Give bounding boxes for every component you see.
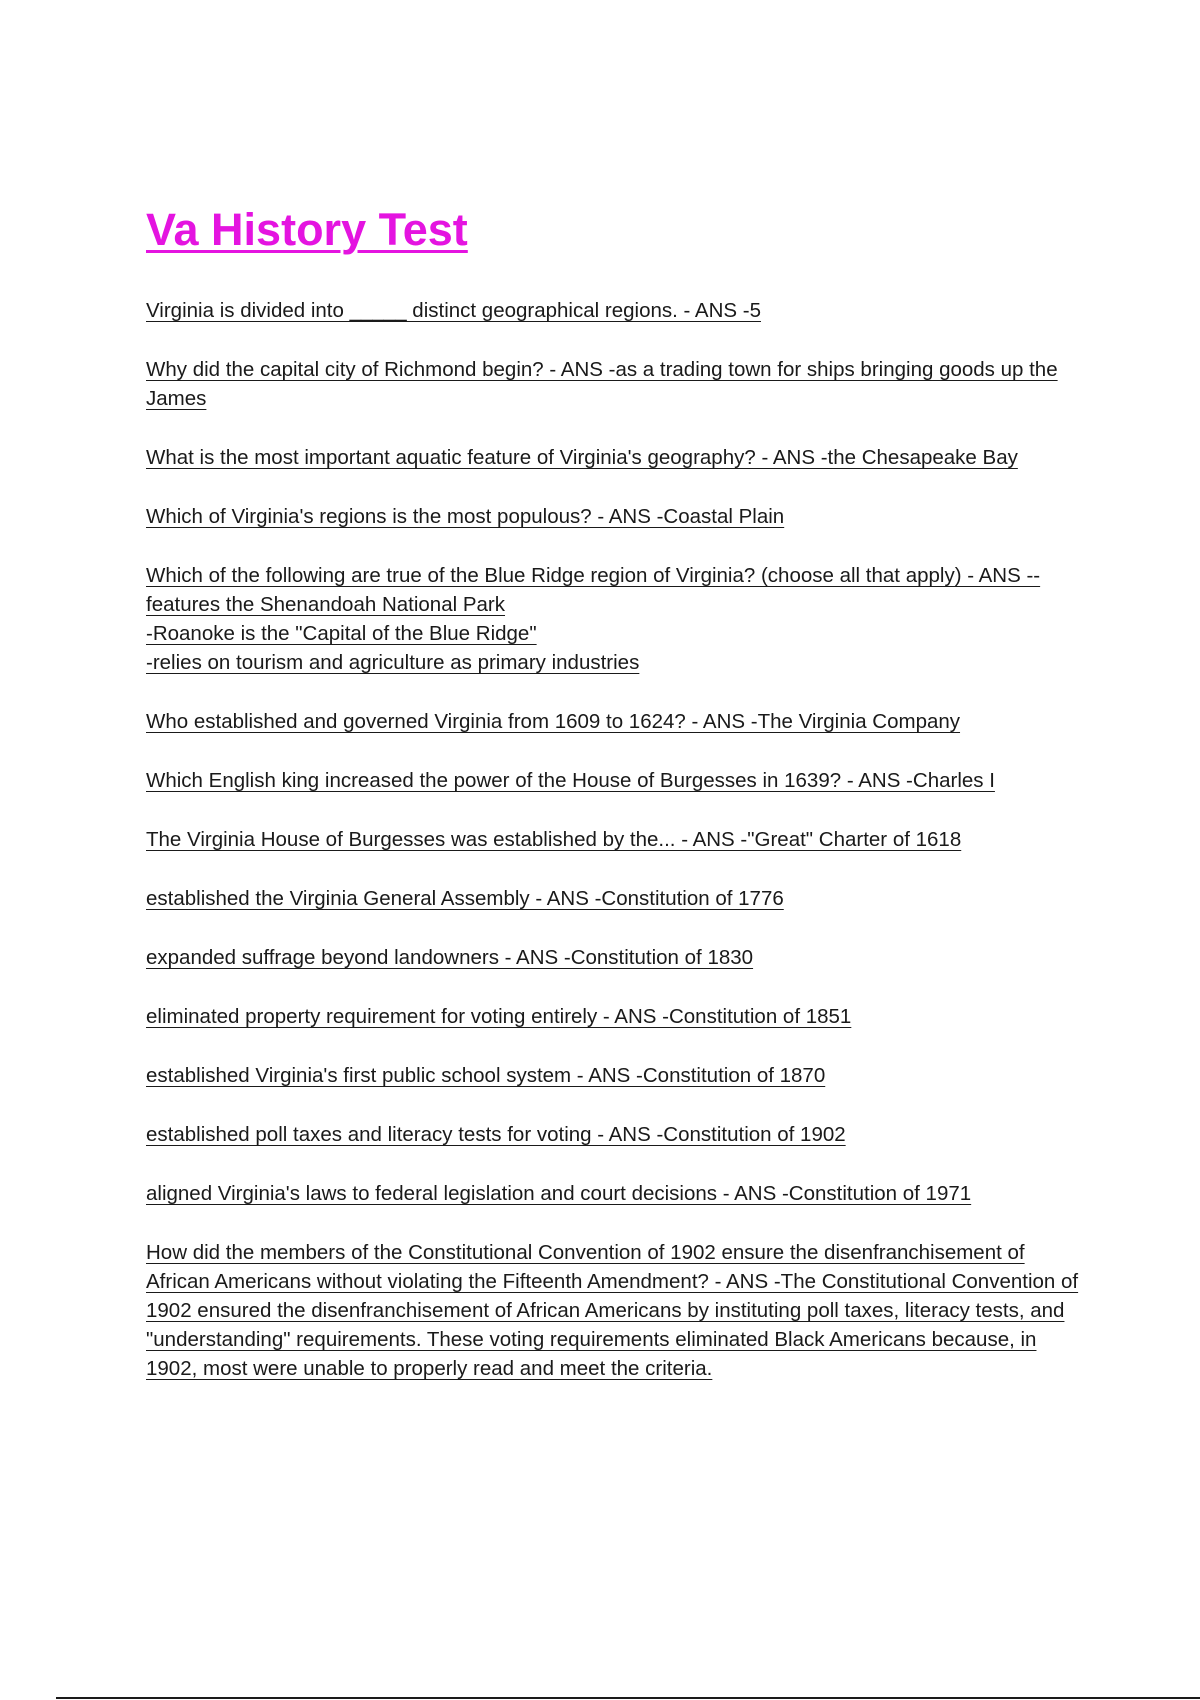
qa-item-15: How did the members of the Constitutional Convention of 1902 ensure the disenfranchisement of African Americans without violating the Fifteenth Amendment? - ANS -The Constitutional Convention of 1902 ensured the disenfranchisement of African Americans by instituting poll taxes, literacy tests, and "understanding" requirements. These voting requirements eliminated Black Americans because, in 1902, most were unable to properly read and meet the criteria. <box>146 1241 1079 1380</box>
qa-item-1: Virginia is divided into _____ distinct geographical regions. - ANS -5 <box>146 299 761 322</box>
qa-item-4: Which of Virginia's regions is the most populous? - ANS -Coastal Plain <box>146 505 785 528</box>
qa-item-14: aligned Virginia's laws to federal legislation and court decisions - ANS -Constitution of 1971 <box>146 1182 972 1205</box>
qa-list <box>146 296 1086 1383</box>
qa-item-11: eliminated property requirement for voting entirely - ANS -Constitution of 1851 <box>146 1005 852 1028</box>
footer-divider <box>56 1697 1200 1699</box>
qa-item-12: established Virginia's first public school system - ANS -Constitution of 1870 <box>146 1064 826 1087</box>
document-page <box>146 204 1086 1413</box>
qa-item-9: established the Virginia General Assembly - ANS -Constitution of 1776 <box>146 887 784 910</box>
qa-item-8: The Virginia House of Burgesses was established by the... - ANS -"Great" Charter of 1618 <box>146 828 962 851</box>
qa-item-7: Which English king increased the power of the House of Burgesses in 1639? - ANS -Charles I <box>146 769 995 792</box>
page-title: Va History Test <box>146 204 468 255</box>
qa-item-13: established poll taxes and literacy tests for voting - ANS -Constitution of 1902 <box>146 1123 846 1146</box>
qa-item-5: Which of the following are true of the Blue Ridge region of Virginia? (choose all that apply) - ANS --features the Shenandoah National Park -Roanoke is the "Capital of the Blue Ridge" -relies on tourism and agriculture as primary industries <box>146 564 1041 674</box>
qa-item-6: Who established and governed Virginia from 1609 to 1624? - ANS -The Virginia Company <box>146 710 961 733</box>
qa-item-3: What is the most important aquatic feature of Virginia's geography? - ANS -the Chesapeake Bay <box>146 446 1018 469</box>
qa-item-2: Why did the capital city of Richmond begin? - ANS -as a trading town for ships bringing goods up the James <box>146 358 1058 410</box>
qa-item-10: expanded suffrage beyond landowners - ANS -Constitution of 1830 <box>146 946 754 969</box>
